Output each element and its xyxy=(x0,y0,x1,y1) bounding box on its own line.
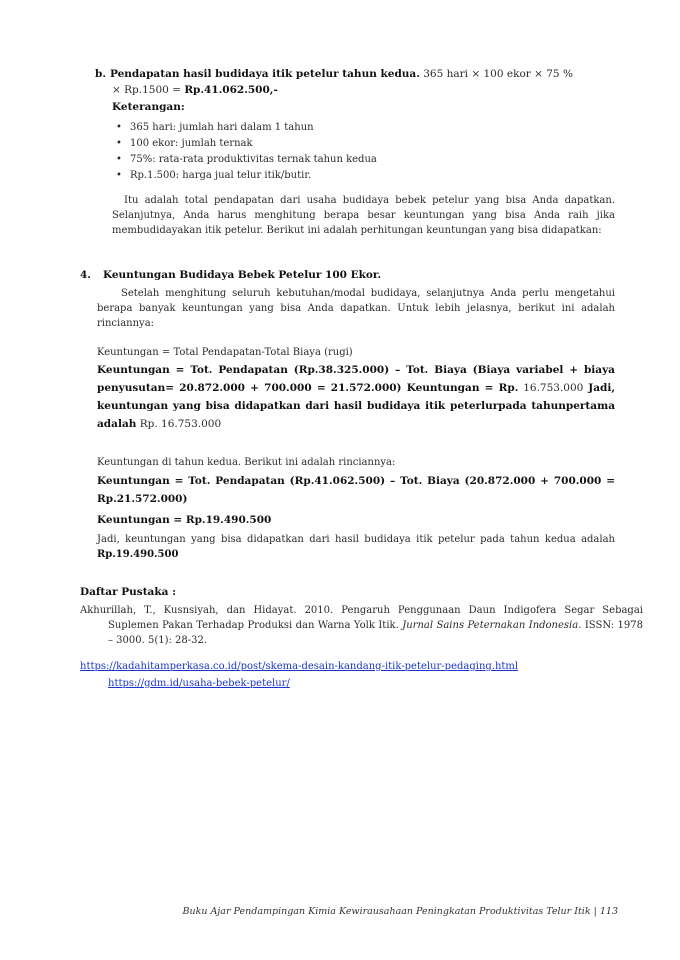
reference-tail: ISSN: 1978 – 3000. 5(1): 28-32. xyxy=(108,620,643,646)
year2-intro: Keuntungan di tahun kedua. Berikut ini adalah rinciannya: xyxy=(97,457,396,468)
reference-entry xyxy=(80,603,643,648)
year2-conclusion xyxy=(97,532,615,562)
section-b-formula: 365 hari × 100 ekor × 75 % xyxy=(423,68,573,80)
section-b-paragraph: Itu adalah total pendapatan dari usaha budidaya bebek petelur yang bisa Anda dapatkan. Selanjutnya, Anda harus menghitung berapa besar keuntungan yang bisa Anda raih jika membudidayakan itik petelur. Berikut ini adalah perhitungan keuntungan yang bisa didapatkan: xyxy=(112,195,615,236)
year1-calc-value: 16.753.000 xyxy=(523,382,584,394)
year2-profit: Keuntungan = Rp.19.490.500 xyxy=(97,514,272,526)
footer-text: Buku Ajar Pendampingan Kimia Kewirausahaan Peningkatan Produktivitas Telur Itik xyxy=(182,906,591,917)
page-footer xyxy=(183,906,619,917)
references-heading: Daftar Pustaka : xyxy=(80,586,176,598)
year2-calculation: Keuntungan = Tot. Pendapatan (Rp.41.062.500) – Tot. Biaya (20.872.000 + 700.000 = Rp.21.572.000) xyxy=(97,475,615,505)
list-item: • 75%: rata-rata produktivitas ternak tahun kedua xyxy=(116,152,596,168)
page-number: 113 xyxy=(599,906,618,917)
section-b-formula-cont: × Rp.1500 = xyxy=(112,84,181,96)
year1-calculation xyxy=(97,361,615,433)
reference-text: Akhurillah, T., Kusnsiyah, dan Hidayat. 2010. Pengaruh Penggunaan Daun Indigofera Segar Sebagai Suplemen Pakan Terhadap Produksi dan Warna Yolk Itik. xyxy=(80,605,643,631)
year2-conclusion-value: Rp.19.490.500 xyxy=(97,549,179,560)
keterangan-heading: Keterangan: xyxy=(112,101,185,113)
list-item: • 100 ekor: jumlah ternak xyxy=(116,136,596,152)
reference-link-2[interactable]: https://gdm.id/usaha-bebek-petelur/ xyxy=(108,678,290,689)
keterangan-list xyxy=(116,120,596,184)
year1-calc-bold: Keuntungan = Tot. Pendapatan (Rp.38.325.000) – Tot. Biaya (Biaya variabel + biaya penyusutan= 20.872.000 + 700.000 = 21.572.000) Keuntungan = Rp. xyxy=(97,364,615,394)
footer-separator: | xyxy=(593,906,597,917)
section-b-result: Rp.41.062.500,- xyxy=(184,84,278,96)
reference-journal: Jurnal Sains Peternakan Indonesia. xyxy=(402,620,582,631)
reference-link-2-line xyxy=(108,676,608,691)
section-4-marker: 4. xyxy=(80,269,91,281)
reference-link-1[interactable]: https://kadahitamperkasa.co.id/post/skema-desain-kandang-itik-petelur-pedaging.html xyxy=(80,661,519,672)
section-b-result-line xyxy=(112,83,612,98)
section-4-heading xyxy=(80,268,610,283)
section-4-formula-line: Keuntungan = Total Pendapatan-Total Biaya (rugi) xyxy=(97,347,353,358)
reference-link-1-line xyxy=(80,659,615,674)
section-4-title: Keuntungan Budidaya Bebek Petelur 100 Ekor. xyxy=(102,269,382,281)
list-item: • Rp.1.500: harga jual telur itik/butir. xyxy=(116,168,596,184)
list-item: • 365 hari: jumlah hari dalam 1 tahun xyxy=(116,120,596,136)
section-b-title: Pendapatan hasil budidaya itik petelur tahun kedua. xyxy=(110,68,420,80)
year2-conclusion-text: Jadi, keuntungan yang bisa didapatkan dari hasil budidaya itik petelur pada tahun kedua adalah xyxy=(97,534,615,545)
year1-conclusion: Jadi, keuntungan yang bisa didapatkan dari hasil budidaya itik peterlurpada tahunpertama adalah xyxy=(97,382,615,430)
section-b-marker: b. xyxy=(95,68,106,80)
section-4-intro: Setelah menghitung seluruh kebutuhan/modal budidaya, selanjutnya Anda perlu mengetahui berapa banyak keuntungan yang bisa Anda dapatkan. Untuk lebih jelasnya, berikut ini adalah rinciannya: xyxy=(97,288,615,329)
section-b-heading-line xyxy=(95,67,615,82)
year1-conclusion-value: Rp. 16.753.000 xyxy=(139,418,222,430)
